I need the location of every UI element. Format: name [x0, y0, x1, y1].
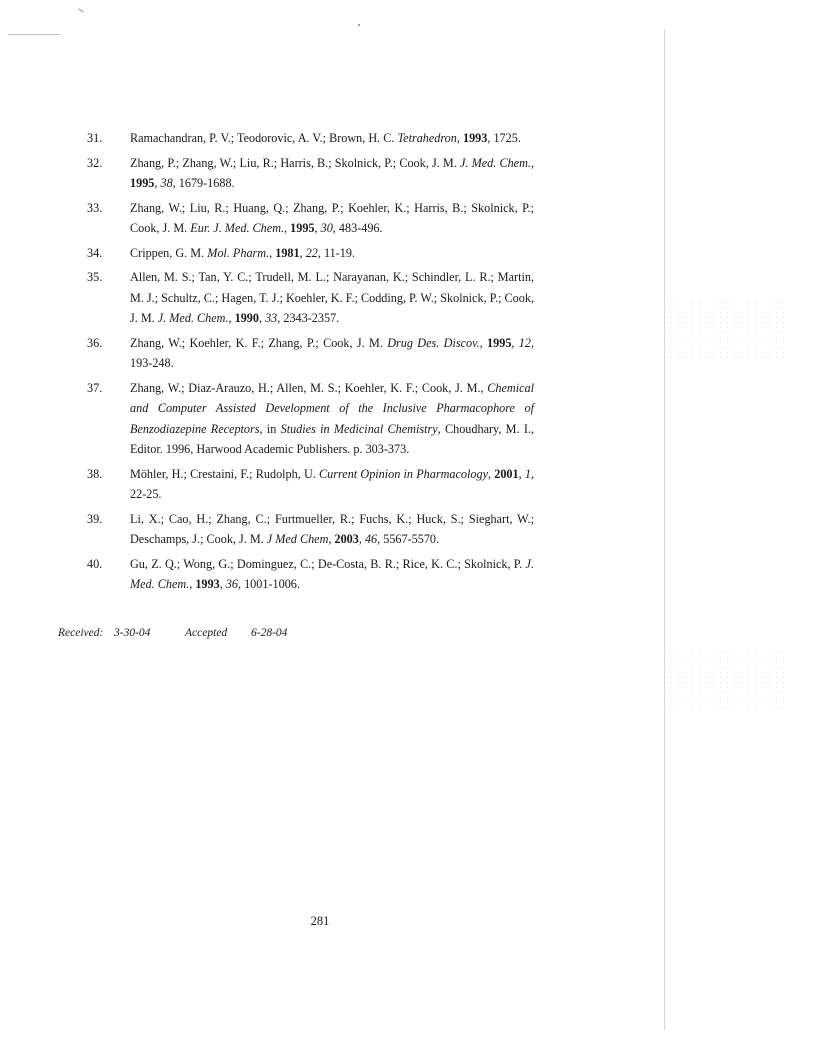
scan-mark: [8, 34, 60, 35]
reference-number: 37.: [87, 380, 103, 395]
page-number: 281: [310, 914, 330, 928]
reference-list: [0, 128, 816, 599]
reference-text: Zhang, W.; Liu, R.; Huang, Q.; Zhang, P.; Koehler, K.; Harris, B.; Skolnick, P.; Cook, J. M. Eur. J. Med. Chem., 1995, 30, 483-496.: [130, 200, 534, 235]
reference-item: [0, 243, 816, 264]
reference-item: [0, 128, 816, 149]
reference-text: Möhler, H.; Crestaini, F.; Rudolph, U. Current Opinion in Pharmacology, 2001, 1, 22-25.: [130, 466, 534, 501]
reference-text: Allen, M. S.; Tan, Y. C.; Trudell, M. L.; Narayanan, K.; Schindler, L. R.; Martin, M. J.; Schultz, C.; Hagen, T. J.; Koehler, K. F.; Codding, P. W.; Skolnick, P.; Cook, J. M. J. Med. Chem., 1990, 33, 2343-2357.: [130, 270, 535, 325]
reference-text: Ramachandran, P. V.; Teodorovic, A. V.; Brown, H. C. Tetrahedron, 1993, 1725.: [130, 131, 521, 145]
reference-number: 35.: [87, 270, 103, 284]
reference-number: 36.: [87, 335, 103, 350]
reference-item: [0, 509, 816, 550]
reference-number: 39.: [87, 511, 103, 526]
reference-text: Zhang, W.; Koehler, K. F.; Zhang, P.; Cook, J. M. Drug Des. Discov., 1995, 12, 193-248.: [130, 335, 535, 370]
reference-text: Crippen, G. M. Mol. Pharm., 1981, 22, 11-19.: [130, 245, 356, 260]
reference-item: [0, 333, 816, 374]
reference-item: [0, 554, 816, 595]
accepted-label: Accepted: [185, 627, 228, 639]
scan-noise: [668, 650, 788, 710]
reference-item: [0, 378, 816, 460]
reference-item: [0, 153, 816, 194]
received-label: Received:: [58, 627, 104, 639]
reference-number: 32.: [87, 155, 103, 170]
reference-number: 38.: [87, 466, 103, 481]
received-date: 3-30-04: [114, 627, 151, 639]
scan-mark: [78, 8, 83, 12]
reference-item: [0, 464, 816, 505]
reference-text: Zhang, P.; Zhang, W.; Liu, R.; Harris, B.; Skolnick, P.; Cook, J. M. J. Med. Chem., 1995, 38, 1679-1688.: [130, 155, 534, 190]
accepted-date: 6-28-04: [251, 627, 288, 639]
reference-text: Li, X.; Cao, H.; Zhang, C.; Furtmueller, R.; Fuchs, K.; Huck, S.; Sieghart, W.; Deschamps, J.; Cook, J. M. J Med Chem, 2003, 46, 5567-5570.: [130, 511, 534, 546]
reference-number: 34.: [87, 245, 103, 260]
reference-number: 33.: [87, 200, 103, 215]
reference-item: [0, 198, 816, 239]
scan-mark: [358, 24, 360, 26]
reference-item: [0, 267, 816, 329]
reference-number: 31.: [87, 131, 103, 145]
reference-text: Zhang, W.; Diaz-Arauzo, H.; Allen, M. S.; Koehler, K. F.; Cook, J. M., Chemical and Computer Assisted Development of the Inclusive Pharmacophore of Benzodiazepine Receptors, in Studies in Medicinal Chemistry, Choudhary, M. I., Editor. 1996, Harwood Academic Publishers. p. 303-373.: [130, 380, 534, 456]
reference-text: Gu, Z. Q.; Wong, G.; Dominguez, C.; De-Costa, B. R.; Rice, K. C.; Skolnick, P. J. Med. Chem., 1993, 36, 1001-1006.: [130, 556, 534, 591]
reference-number: 40.: [87, 556, 103, 571]
